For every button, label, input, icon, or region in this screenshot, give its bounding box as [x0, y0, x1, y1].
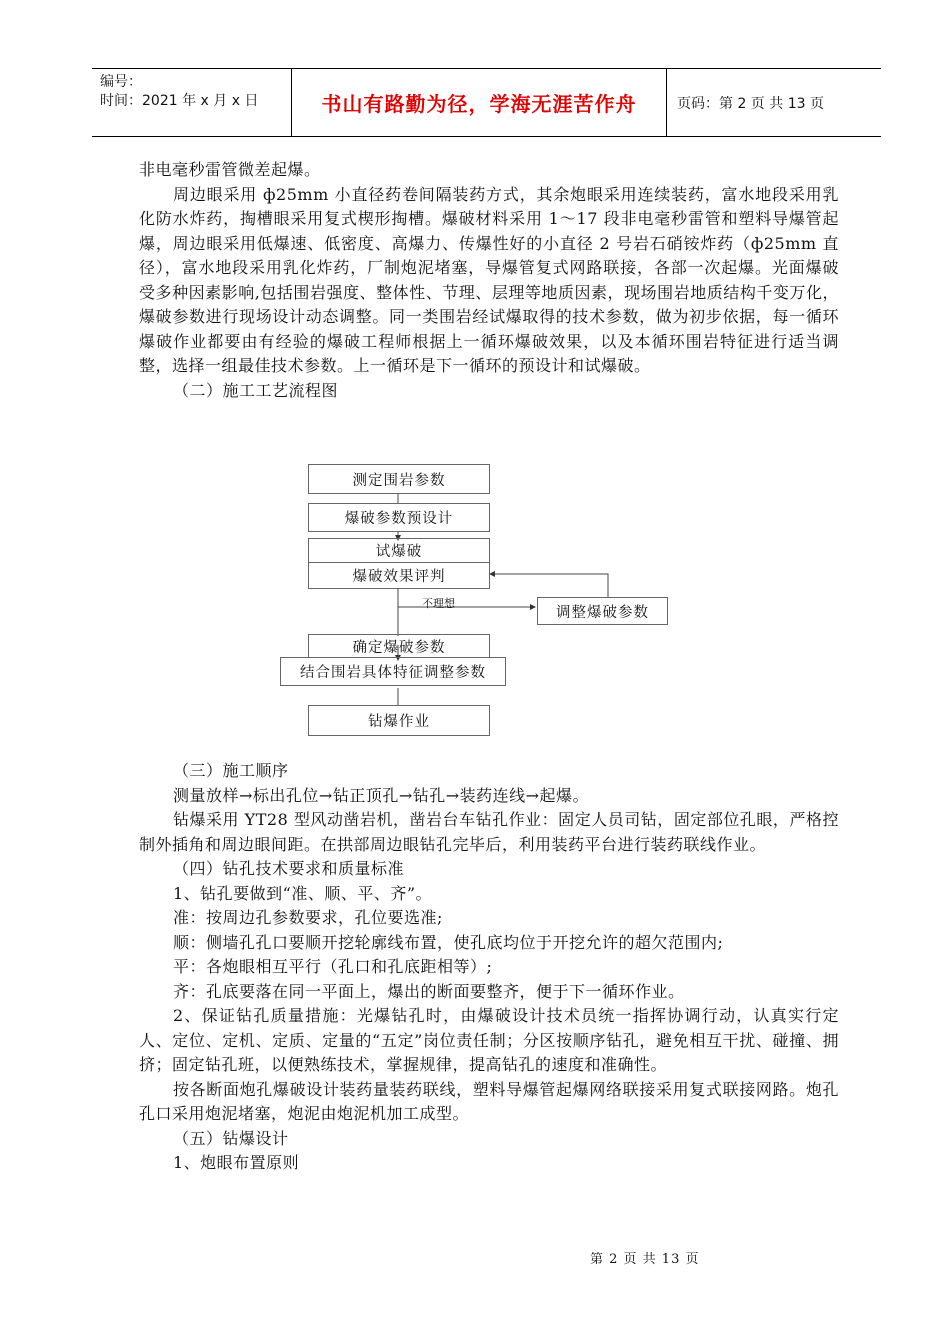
- paragraph: 周边眼采用 ф25mm 小直径药卷间隔装药方式，其余炮眼采用连续装药，富水地段采用乳化防水炸药，掏槽眼采用复式楔形掏槽。爆破材料采用 1～17 段非电毫秒雷管和塑料导爆管起爆，周边眼采用低爆速、低密度、高爆力、传爆性好的小直径 2 号岩石硝铵炸药（ф25mm 直径），富水地段采用乳化炸药，厂制炮泥堵塞，导爆管复式网路联接，各部一次起爆。光面爆破受多种因素影响,包括围岩强度、整体性、节理、层理等地质因素，现场围岩地质结构千变万化，爆破参数进行现场设计动态调整。同一类围岩经试爆取得的技术参数，做为初步依据，每一循环爆破作业都要由有经验的爆破工程师根据上一循环爆破效果，以及本循环围岩特征进行适当调整，选择一组最佳技术参数。上一循环是下一循环的预设计和试爆破。: [139, 184, 839, 375]
- flow-step-drill-blast: 钻爆作业: [308, 705, 490, 736]
- paragraph: 按各断面炮孔爆破设计装药量装药联线，塑料导爆管起爆网络联接采用复式联接网路。炮孔孔口采用炮泥堵塞，炮泥由炮泥机加工成型。: [139, 1079, 839, 1123]
- paragraph: 齐：孔底要落在同一平面上，爆出的断面要整齐，便于下一循环作业。: [173, 981, 685, 1001]
- paragraph: 2、保证钻孔质量措施：光爆钻孔时，由爆破设计技术员统一指挥协调行动，认真实行定人、定位、定机、定质、定量的“五定”岗位责任制；分区按顺序钻孔，避免相互干扰、碰撞、拥挤；固定钻孔班，以便熟练技术，掌握规律，提高钻孔的速度和准确性。: [139, 1006, 839, 1074]
- paragraph: 1、钻孔要做到“准、顺、平、齐”。: [173, 883, 433, 903]
- header-page-number: 页码：第 2 页 共 13 页: [677, 95, 824, 112]
- paragraph: 顺：侧墙孔孔口要顺开挖轮廓线布置，使孔底均位于开挖允许的超欠范围内;: [173, 932, 724, 952]
- paragraph: 测量放样→标出孔位→钻正顶孔→钻孔→装药连线→起爆。: [173, 785, 590, 805]
- flow-step-measure: 测定围岩参数: [308, 464, 490, 494]
- flow-step-confirm: 确定爆破参数: [308, 634, 490, 657]
- paragraph: 钻爆采用 YT28 型风动凿岩机，凿岩台车钻孔作业：固定人员司钻，固定部位孔眼，严格控制外插角和周边眼间距。在拱部周边眼钻孔完毕后，利用装药平台进行装药联线作业。: [139, 810, 839, 854]
- paragraph: 非电毫秒雷管微差起爆。: [139, 160, 321, 179]
- document-number: 编号：: [100, 74, 142, 90]
- section-heading: （四）钻孔技术要求和质量标准: [173, 859, 405, 878]
- flow-step-trial: 试爆破: [308, 538, 490, 562]
- page-header: [92, 68, 881, 137]
- paragraph: 1、炮眼布置原则: [173, 1153, 300, 1172]
- header-left-cell: [92, 69, 292, 136]
- feedback-line: [490, 574, 608, 597]
- header-motto: 书山有路勤为径，学海无涯苦作舟: [292, 69, 667, 136]
- flow-step-predesign: 爆破参数预设计: [308, 503, 490, 532]
- page-footer: 第 2 页 共 13 页: [590, 1252, 700, 1267]
- flow-step-combine: 结合围岩具体特征调整参数: [280, 657, 506, 686]
- body-text-top: [139, 158, 839, 403]
- body-text-bottom: [139, 759, 839, 1176]
- flow-step-adjust: 调整爆破参数: [537, 597, 668, 625]
- document-time: 时间：2021 年 x 月 x 日: [100, 93, 259, 109]
- flow-step-evaluate: 爆破效果评判: [308, 562, 490, 589]
- paragraph: 准：按周边孔参数要求，孔位要选准;: [173, 908, 443, 927]
- section-heading: （三）施工顺序: [173, 761, 289, 780]
- section-heading: （五）钻爆设计: [173, 1128, 289, 1148]
- section-heading: （二）施工工艺流程图: [173, 380, 339, 400]
- flow-note-unsatisfactory: 不理想: [422, 597, 455, 610]
- paragraph: 平：各炮眼相互平行（孔口和孔底距相等）;: [173, 957, 493, 976]
